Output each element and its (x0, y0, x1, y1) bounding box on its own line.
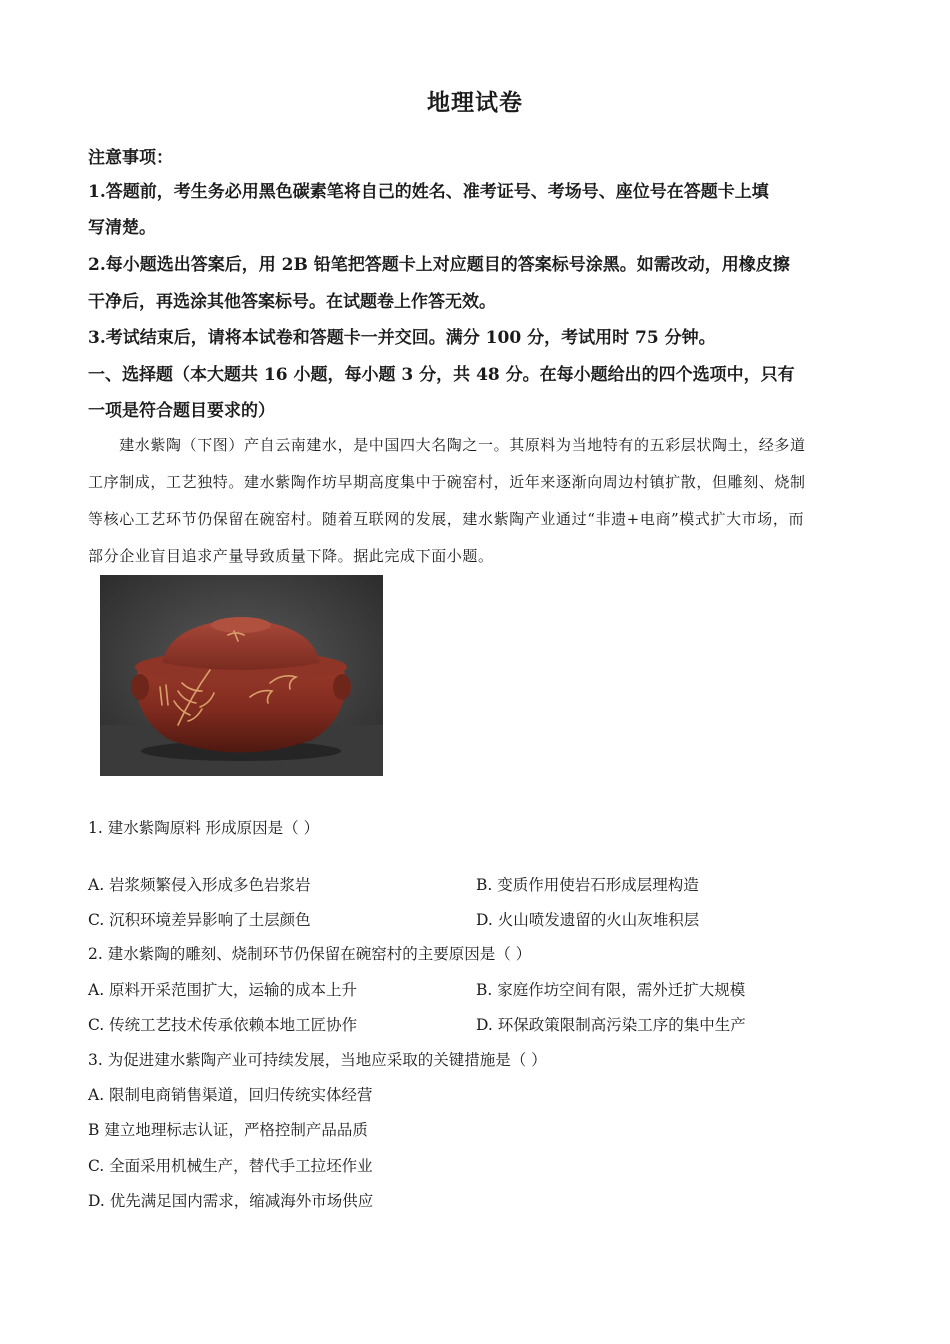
question-1-option-b: B. 变质作用使岩石形成层理构造 (476, 876, 699, 894)
page-title: 地理试卷 (427, 89, 523, 116)
passage-line-4: 部分企业盲目追求产量导致质量下降。据此完成下面小题。 (88, 547, 494, 565)
notice-heading: 注意事项： (88, 148, 173, 168)
section-heading-line-1: 一、选择题（本大题共 16 小题，每小题 3 分，共 48 分。在每小题给出的四个选项中，只有 (88, 365, 795, 385)
question-3-stem: 3. 为促进建水紫陶产业可持续发展，当地应采取的关键措施是（ ） (88, 1051, 547, 1069)
question-2-option-b: B. 家庭作坊空间有限，需外迁扩大规模 (476, 981, 746, 999)
question-1-option-c: C. 沉积环境差异影响了土层颜色 (88, 911, 311, 929)
question-3-option-c: C. 全面采用机械生产，替代手工拉坯作业 (88, 1157, 373, 1175)
question-3-option-a: A. 限制电商销售渠道，回归传统实体经营 (88, 1086, 373, 1104)
question-1-stem: 1. 建水紫陶原料 形成原因是（ ） (88, 819, 320, 837)
question-2-option-a: A. 原料开采范围扩大，运输的成本上升 (88, 981, 358, 999)
zitao-pot-photo (100, 575, 383, 776)
question-3-option-b: B 建立地理标志认证，严格控制产品品质 (88, 1121, 368, 1139)
question-2-option-d: D. 环保政策限制高污染工序的集中生产 (476, 1016, 746, 1034)
passage-line-1: 建水紫陶（下图）产自云南建水，是中国四大名陶之一。其原料为当地特有的五彩层状陶土，经多道 (88, 436, 806, 454)
question-2-stem: 2. 建水紫陶的雕刻、烧制环节仍保留在碗窑村的主要原因是（ ） (88, 945, 532, 963)
passage-line-2: 工序制成，工艺独特。建水紫陶作坊早期高度集中于碗窑村，近年来逐渐向周边村镇扩散，但雕刻、烧制 (88, 473, 806, 491)
notice-line-4: 干净后，再选涂其他答案标号。在试题卷上作答无效。 (88, 292, 496, 312)
question-1-option-a: A. 岩浆频繁侵入形成多色岩浆岩 (88, 876, 311, 894)
passage-line-3: 等核心工艺环节仍保留在碗窑村。随着互联网的发展，建水紫陶产业通过“非遗+电商”模式扩大市场，而 (88, 510, 805, 528)
section-heading-line-2: 一项是符合题目要求的） (88, 401, 275, 421)
notice-line-3: 2.每小题选出答案后，用 2B 铅笔把答题卡上对应题目的答案标号涂黑。如需改动，用橡皮擦 (88, 255, 790, 275)
question-2-option-c: C. 传统工艺技术传承依赖本地工匠协作 (88, 1016, 358, 1034)
question-1-option-d: D. 火山喷发遗留的火山灰堆积层 (476, 911, 700, 929)
notice-line-2: 写清楚。 (88, 218, 156, 238)
notice-line-5: 3.考试结束后，请将本试卷和答题卡一并交回。满分 100 分，考试用时 75 分钟。 (88, 328, 716, 348)
notice-line-1: 1.答题前，考生务必用黑色碳素笔将自己的姓名、准考证号、考场号、座位号在答题卡上填 (88, 182, 769, 202)
question-3-option-d: D. 优先满足国内需求，缩减海外市场供应 (88, 1192, 374, 1210)
